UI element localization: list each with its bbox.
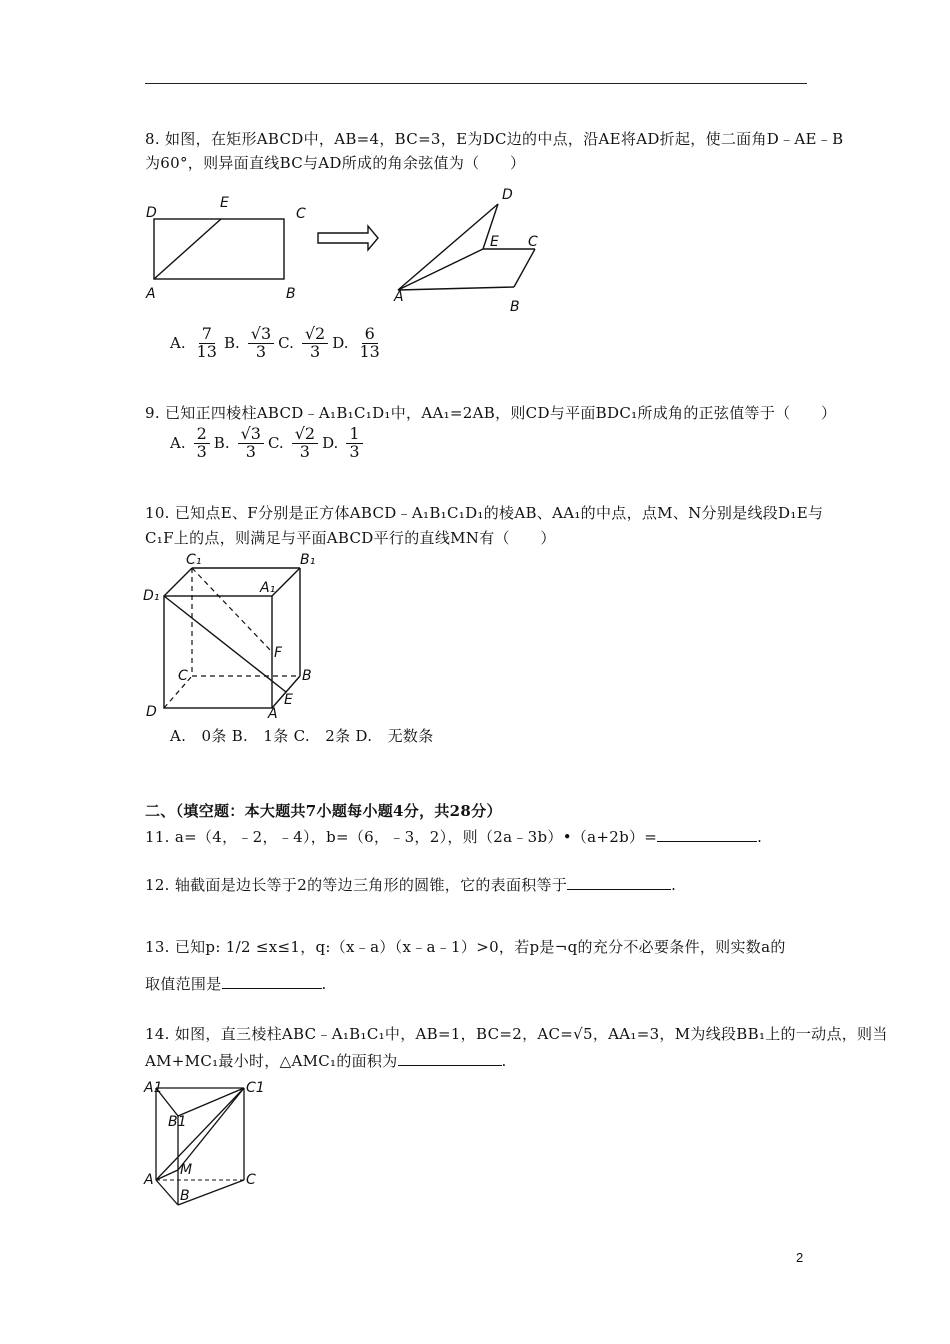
label-b1: B1	[168, 1114, 187, 1130]
q9-option-d-letter: D.	[322, 434, 339, 453]
label-e: E	[220, 195, 229, 211]
q10-line2: C₁F上的点，则满足与平面ABCD平行的直线MN有（ ）	[145, 529, 556, 547]
label-e-folded: E	[490, 234, 499, 250]
edge-a1b1	[272, 568, 300, 596]
edge-ab	[156, 1180, 178, 1205]
page-number: 2	[796, 1250, 804, 1265]
label-a-folded: A	[394, 289, 404, 305]
q8-option-c-letter: C.	[278, 334, 294, 353]
q12-line: 12. 轴截面是边长等于2的等边三角形的圆锥，它的表面积等于 .	[145, 876, 677, 894]
q14-line1: 14. 如图，直三棱柱ABC﹣A₁B₁C₁中，AB=1，BC=2，AC=√5，AA₁=3，M为线段BB₁上的一动点，则当	[145, 1025, 888, 1043]
label-a: A	[146, 286, 156, 302]
segment-ac1	[156, 1088, 244, 1180]
section2-heading: 二、（填空题：本大题共7小题每小题4分，共28分）	[145, 802, 502, 820]
edge-b1c1	[178, 1088, 244, 1116]
q8-option-b-fraction: $\frac{√3}{3}$	[248, 326, 274, 361]
q11-answer-blank	[657, 827, 757, 842]
q11-line: 11. a=（4，﹣2，﹣4），b=（6，﹣3，2），则（2a﹣3b）•（a+2b）= .	[145, 828, 763, 846]
segment-ae	[154, 219, 221, 279]
q14-answer-blank	[398, 1051, 502, 1066]
q13-line2: 取值范围是 .	[145, 975, 327, 993]
q10-line1: 10. 已知点E、F分别是正方体ABCD﹣A₁B₁C₁D₁的棱AB、AA₁的中点，点M、N分别是线段D₁E与	[145, 504, 824, 522]
cube-front-face	[164, 596, 272, 708]
label-b: B	[180, 1188, 190, 1204]
segment-ae-folded	[398, 249, 483, 290]
fold-arrow	[318, 226, 378, 250]
q13-line1: 13. 已知p: 1/2 ≤x≤1，q:（x﹣a）（x﹣a﹣1）>0，若p是¬q的充分不必要条件，则实数a的	[145, 938, 786, 956]
segment-ab	[398, 287, 514, 290]
q8-option-a-fraction: $\frac{7}{13}$	[196, 324, 217, 361]
label-c1: C1	[246, 1080, 265, 1096]
segment-cb	[514, 249, 535, 287]
q9-option-a-fraction: $\frac{2}{3}$	[194, 426, 210, 461]
q8-line2: 为60°，则异面直线BC与AD所成的角余弦值为（ ）	[145, 154, 526, 172]
label-d-folded: D	[502, 187, 513, 203]
q10-options: A. 0条 B. 1条 C. 2条 D. 无数条	[170, 727, 434, 745]
segment-am	[156, 1170, 178, 1180]
q9-option-b-fraction: $\frac{√3}{3}$	[238, 426, 264, 461]
label-c1: C₁	[186, 552, 202, 568]
segment-mc1	[178, 1088, 244, 1170]
q8-option-c-fraction: $\frac{√2}{3}$	[302, 326, 328, 361]
label-a1: A₁	[260, 580, 276, 596]
q10-cube-figure	[140, 552, 330, 720]
label-c-folded: C	[528, 234, 538, 250]
q9-option-d-fraction: $\frac{1}{3}$	[346, 426, 362, 461]
label-a1: A1	[144, 1080, 163, 1096]
rectangle-abcd	[154, 219, 284, 279]
q9-line1: 9. 已知正四棱柱ABCD﹣A₁B₁C₁D₁中，AA₁=2AB，则CD与平面BDC₁所成角的正弦值等于（ ）	[145, 404, 837, 422]
header-rule	[145, 83, 807, 84]
label-b1: B₁	[300, 552, 316, 568]
label-c: C	[178, 668, 188, 684]
q8-figure	[140, 187, 550, 315]
q9-option-b-letter: B.	[213, 434, 230, 453]
label-b: B	[302, 668, 312, 684]
q9-option-c-letter: C.	[267, 434, 284, 453]
label-f: F	[274, 645, 283, 661]
q8-option-d-fraction: $\frac{6}{13}$	[359, 324, 380, 361]
label-b-folded: B	[510, 299, 520, 315]
label-b: B	[286, 286, 296, 302]
label-d: D	[146, 704, 157, 720]
q12-answer-blank	[567, 875, 671, 890]
q9-option-c-fraction: $\frac{√2}{3}$	[292, 426, 318, 461]
q8-option-d-letter: D.	[332, 334, 349, 353]
label-c: C	[246, 1172, 256, 1188]
q14-prism-figure	[140, 1080, 265, 1210]
label-m: M	[180, 1162, 193, 1178]
q8-option-b-letter: B.	[223, 334, 240, 353]
q8-line1: 8. 如图，在矩形ABCD中，AB=4，BC=3，E为DC边的中点，沿AE将AD折起，使二面角D﹣AE﹣B	[145, 130, 844, 148]
label-a: A	[268, 706, 278, 722]
q14-line2: AM+MC₁最小时，△AMC₁的面积为 .	[145, 1052, 507, 1070]
q8-options	[170, 326, 387, 361]
edge-d1c1	[164, 568, 192, 596]
q11-text: 11. a=（4，﹣2，﹣4），b=（6，﹣3，2），则（2a﹣3b）•（a+2b）=	[145, 828, 658, 846]
q9-options	[170, 426, 367, 461]
label-d: D	[146, 205, 157, 221]
q9-option-a-letter: A.	[170, 434, 186, 453]
q8-option-a-letter: A.	[170, 334, 186, 353]
q12-text: 12. 轴截面是边长等于2的等边三角形的圆锥，它的表面积等于	[145, 876, 568, 894]
label-a: A	[144, 1172, 154, 1188]
label-e: E	[284, 692, 293, 708]
q13-answer-blank	[222, 974, 322, 989]
label-d1: D₁	[143, 588, 160, 604]
label-c: C	[296, 206, 306, 222]
